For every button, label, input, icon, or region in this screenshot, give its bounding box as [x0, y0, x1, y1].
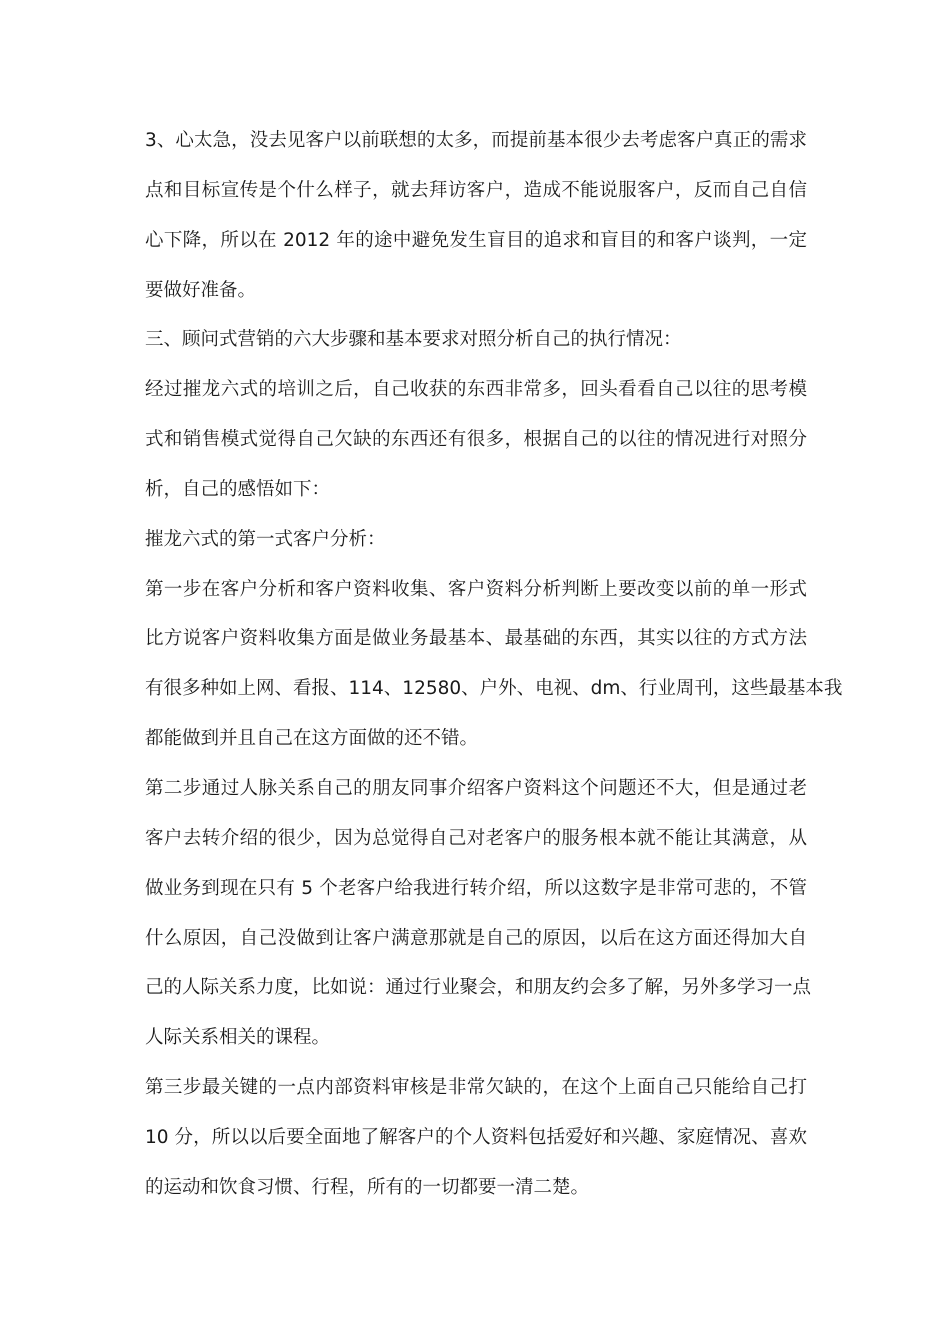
subheading-first-form — [145, 525, 807, 575]
text-line: 析，自己的感悟如下： — [145, 478, 331, 500]
paragraph-point-3 — [145, 126, 807, 325]
text-line: 有很多种如上网、看报、114、12580、户外、电视、dm、行业周刊，这些最基本我 — [145, 678, 843, 700]
text-line: 10 分，所以以后要全面地了解客户的个人资料包括爱好和兴趣、家庭情况、喜欢 — [145, 1126, 807, 1148]
text-line: 比方说客户资料收集方面是做业务最基本、最基础的东西，其实以往的方式方法 — [145, 628, 807, 650]
text-line: 己的人际关系力度，比如说：通过行业聚会，和朋友约会多了解，另外多学习一点 — [145, 977, 812, 999]
text-line: 要做好准备。 — [145, 279, 257, 301]
heading-line: 三、顾问式营销的六大步骤和基本要求对照分析自己的执行情况： — [145, 329, 682, 351]
text-line: 经过摧龙六式的培训之后，自己收获的东西非常多，回头看看自己以往的思考模 — [145, 379, 807, 401]
paragraph-training-reflection — [145, 375, 807, 525]
text-line: 什么原因，自己没做到让客户满意那就是自己的原因，以后在这方面还得加大自 — [145, 927, 807, 949]
document-body — [145, 126, 843, 1223]
text-line: 都能做到并且自己在这方面做的还不错。 — [145, 728, 479, 750]
text-line: 做业务到现在只有 5 个老客户给我进行转介绍，所以这数字是非常可悲的，不管 — [145, 877, 807, 899]
paragraph-step-2 — [145, 774, 812, 1073]
text-line: 第三步最关键的一点内部资料审核是非常欠缺的，在这个上面自己只能给自己打 — [145, 1077, 807, 1099]
text-line: 第一步在客户分析和客户资料收集、客户资料分析判断上要改变以前的单一形式 — [145, 578, 807, 600]
text-line: 点和目标宣传是个什么样子，就去拜访客户，造成不能说服客户，反而自己自信 — [145, 179, 807, 201]
paragraph-step-1 — [145, 575, 843, 774]
text-line: 3、心太急，没去见客户以前联想的太多，而提前基本很少去考虑客户真正的需求 — [145, 130, 807, 151]
text-line: 客户去转介绍的很少，因为总觉得自己对老客户的服务根本就不能让其满意，从 — [145, 827, 807, 849]
text-line: 式和销售模式觉得自己欠缺的东西还有很多，根据自己的以往的情况进行对照分 — [145, 429, 807, 451]
section-heading — [145, 325, 807, 375]
text-line: 人际关系相关的课程。 — [145, 1027, 331, 1049]
text-line: 第二步通过人脉关系自己的朋友同事介绍客户资料这个问题还不大，但是通过老 — [145, 777, 807, 799]
text-line: 心下降，所以在 2012 年的途中避免发生盲目的追求和盲目的和客户谈判，一定 — [145, 229, 807, 251]
heading-line: 摧龙六式的第一式客户分析： — [145, 528, 386, 550]
text-line: 的运动和饮食习惯、行程，所有的一切都要一清二楚。 — [145, 1176, 590, 1198]
paragraph-step-3 — [145, 1073, 807, 1223]
